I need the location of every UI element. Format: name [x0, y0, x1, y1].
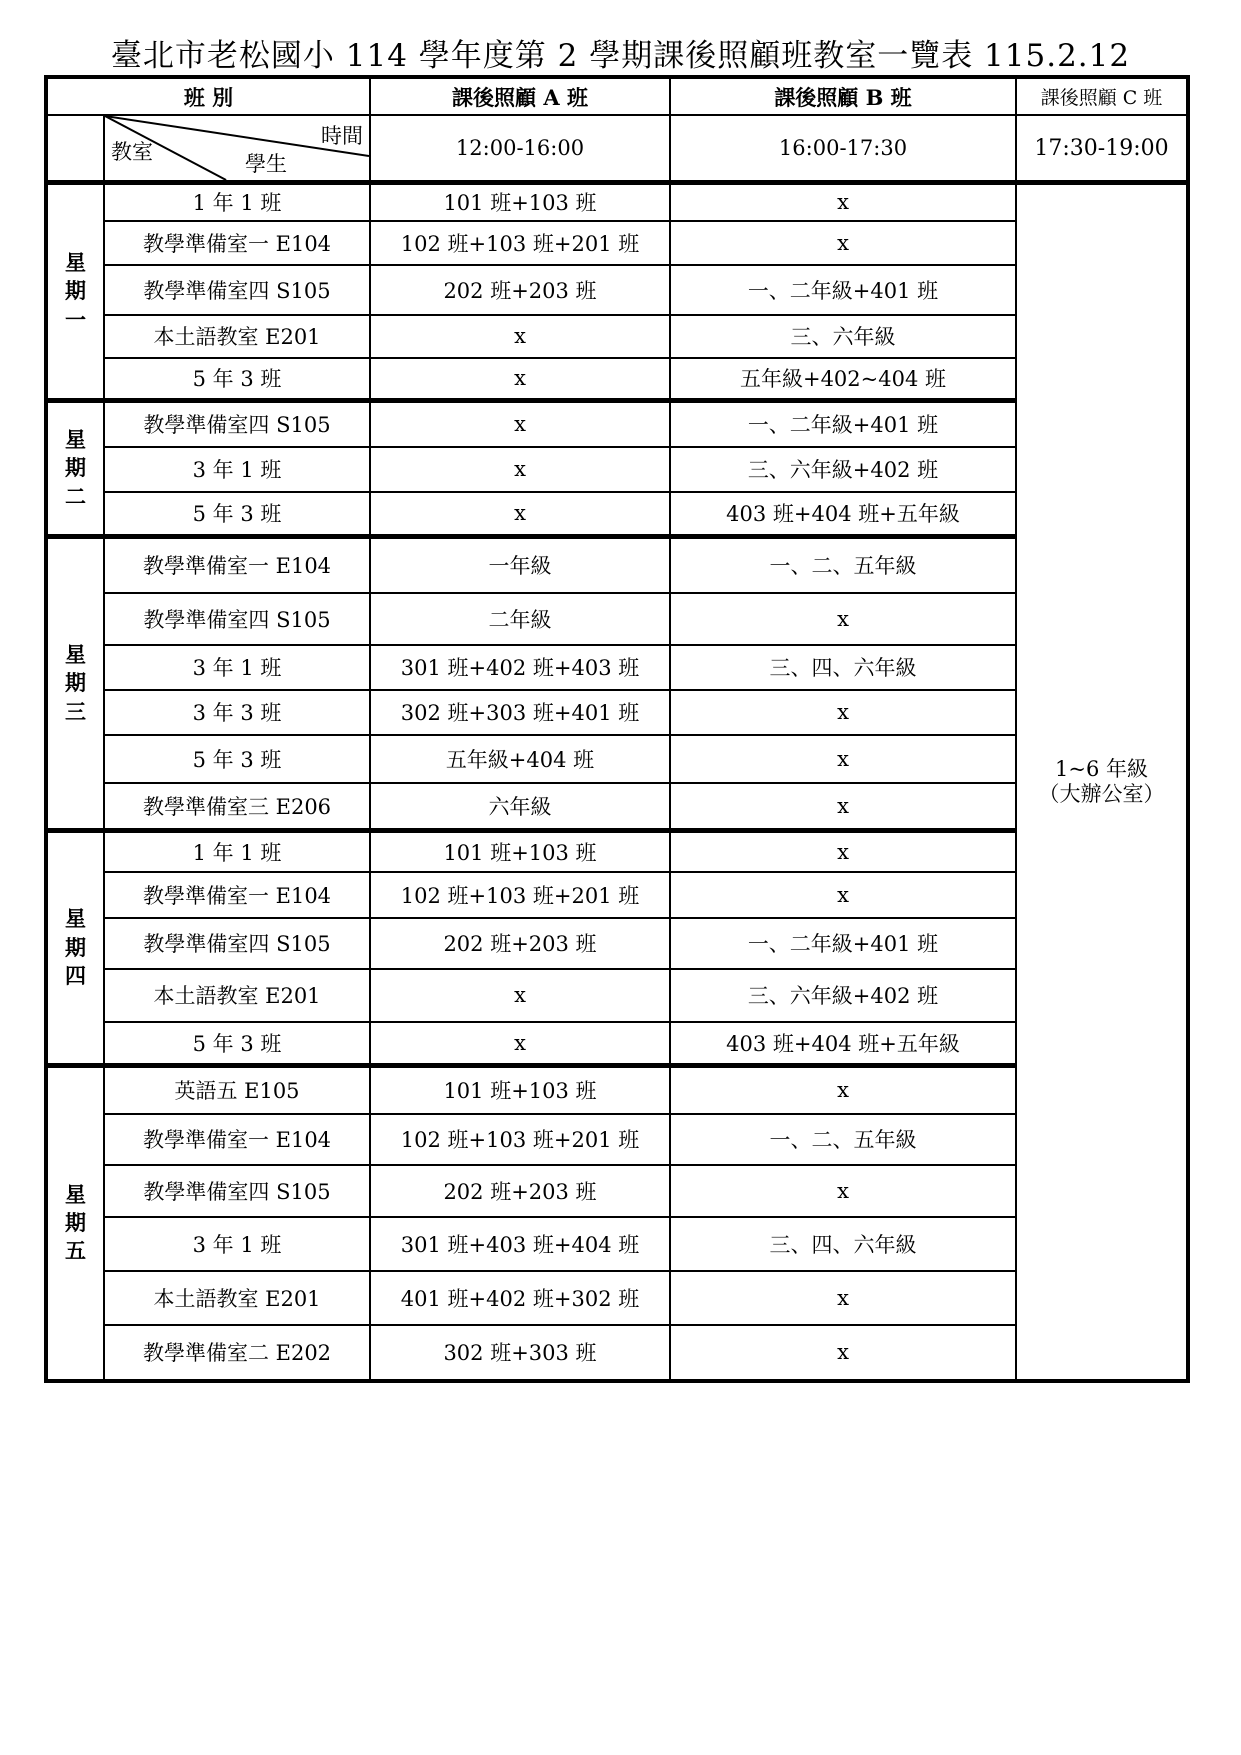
class-a-cell: 102 班+103 班+201 班: [370, 1114, 670, 1165]
class-b-cell: 一、二年級+401 班: [670, 918, 1016, 969]
col-b-header: 課後照顧 B 班: [670, 77, 1016, 115]
class-a-cell: x: [370, 492, 670, 537]
diagonal-header-cell: [104, 115, 370, 183]
class-a-cell: 202 班+203 班: [370, 918, 670, 969]
room-cell: 教學準備室四 S105: [104, 593, 370, 645]
col-c-header: 課後照顧 C 班: [1016, 77, 1188, 115]
room-cell: 3 年 1 班: [104, 1217, 370, 1271]
day-label: [46, 831, 104, 1066]
room-cell: 教學準備室二 E202: [104, 1325, 370, 1381]
class-b-cell: x: [670, 690, 1016, 735]
day-label-text: 星期一: [65, 249, 86, 332]
page-title: 臺北市老松國小 114 學年度第 2 學期課後照顧班教室一覽表 115.2.12: [110, 38, 1131, 74]
class-b-cell: 三、六年級: [670, 315, 1016, 358]
room-cell: 教學準備室四 S105: [104, 401, 370, 447]
day-label-text: 星期四: [65, 906, 86, 989]
class-b-cell: x: [670, 1271, 1016, 1325]
room-cell: 教學準備室四 S105: [104, 265, 370, 315]
class-b-cell: x: [670, 735, 1016, 783]
day-label: [46, 183, 104, 401]
class-a-cell: 302 班+303 班: [370, 1325, 670, 1381]
class-c-grades: 1~6 年級: [1055, 756, 1148, 781]
class-a-cell: x: [370, 969, 670, 1022]
room-cell: 教學準備室一 E104: [104, 1114, 370, 1165]
header-row: [46, 77, 1188, 115]
room-cell: 1 年 1 班: [104, 831, 370, 872]
room-cell: 5 年 3 班: [104, 735, 370, 783]
class-a-cell: x: [370, 1022, 670, 1066]
room-cell: 教學準備室一 E104: [104, 537, 370, 593]
room-cell: 本土語教室 E201: [104, 969, 370, 1022]
class-b-cell: 403 班+404 班+五年級: [670, 1022, 1016, 1066]
room-cell: 教學準備室四 S105: [104, 1165, 370, 1217]
schedule-table: [44, 75, 1190, 1383]
class-b-cell: x: [670, 221, 1016, 265]
class-b-cell: x: [670, 872, 1016, 918]
class-a-cell: 101 班+103 班: [370, 183, 670, 221]
room-cell: 教學準備室一 E104: [104, 872, 370, 918]
class-a-cell: 二年級: [370, 593, 670, 645]
class-a-cell: x: [370, 401, 670, 447]
room-cell: 英語五 E105: [104, 1066, 370, 1114]
class-a-cell: x: [370, 358, 670, 401]
class-b-cell: x: [670, 1066, 1016, 1114]
class-a-cell: 301 班+402 班+403 班: [370, 645, 670, 690]
room-cell: 教學準備室三 E206: [104, 783, 370, 831]
class-a-cell: x: [370, 447, 670, 492]
class-c-cell: [1016, 183, 1188, 1381]
col-a-header: 課後照顧 A 班: [370, 77, 670, 115]
class-b-cell: x: [670, 831, 1016, 872]
time-row: [46, 115, 1188, 183]
class-b-cell: 三、四、六年級: [670, 1217, 1016, 1271]
class-type-header: 班 別: [46, 77, 370, 115]
time-a: 12:00-16:00: [370, 115, 670, 183]
class-a-cell: 401 班+402 班+302 班: [370, 1271, 670, 1325]
day-label-text: 星期三: [65, 641, 86, 724]
day-label: [46, 401, 104, 537]
day-label-text: 星期二: [65, 426, 86, 509]
room-cell: 3 年 1 班: [104, 447, 370, 492]
class-a-cell: 202 班+203 班: [370, 265, 670, 315]
room-cell: 3 年 1 班: [104, 645, 370, 690]
diag-room-label: 教室: [111, 140, 153, 164]
diag-time-label: 時間: [321, 124, 363, 148]
room-cell: 本土語教室 E201: [104, 1271, 370, 1325]
class-b-cell: 一、二、五年級: [670, 537, 1016, 593]
room-cell: 1 年 1 班: [104, 183, 370, 221]
room-cell: 教學準備室一 E104: [104, 221, 370, 265]
class-b-cell: x: [670, 1325, 1016, 1381]
class-b-cell: 三、六年級+402 班: [670, 969, 1016, 1022]
blank-corner: [46, 115, 104, 183]
class-a-cell: 五年級+404 班: [370, 735, 670, 783]
class-b-cell: 403 班+404 班+五年級: [670, 492, 1016, 537]
room-cell: 教學準備室四 S105: [104, 918, 370, 969]
class-a-cell: 202 班+203 班: [370, 1165, 670, 1217]
class-a-cell: 101 班+103 班: [370, 1066, 670, 1114]
class-c-location: （大辦公室）: [1038, 781, 1165, 806]
room-cell: 本土語教室 E201: [104, 315, 370, 358]
room-cell: 3 年 3 班: [104, 690, 370, 735]
class-a-cell: 102 班+103 班+201 班: [370, 221, 670, 265]
class-a-cell: 302 班+303 班+401 班: [370, 690, 670, 735]
class-b-cell: 五年級+402~404 班: [670, 358, 1016, 401]
class-a-cell: 102 班+103 班+201 班: [370, 872, 670, 918]
class-a-cell: x: [370, 315, 670, 358]
day-label-text: 星期五: [65, 1181, 86, 1264]
class-a-cell: 一年級: [370, 537, 670, 593]
table-row: [46, 183, 1188, 221]
diag-student-label: 學生: [245, 152, 287, 176]
class-a-cell: 101 班+103 班: [370, 831, 670, 872]
class-b-cell: x: [670, 183, 1016, 221]
class-a-cell: 301 班+403 班+404 班: [370, 1217, 670, 1271]
class-a-cell: 六年級: [370, 783, 670, 831]
class-b-cell: 一、二年級+401 班: [670, 265, 1016, 315]
day-label: [46, 537, 104, 831]
class-b-cell: x: [670, 593, 1016, 645]
class-b-cell: 一、二、五年級: [670, 1114, 1016, 1165]
room-cell: 5 年 3 班: [104, 1022, 370, 1066]
class-b-cell: 一、二年級+401 班: [670, 401, 1016, 447]
class-b-cell: x: [670, 783, 1016, 831]
class-b-cell: 三、四、六年級: [670, 645, 1016, 690]
day-label: [46, 1066, 104, 1381]
room-cell: 5 年 3 班: [104, 492, 370, 537]
class-b-cell: x: [670, 1165, 1016, 1217]
room-cell: 5 年 3 班: [104, 358, 370, 401]
time-c: 17:30-19:00: [1016, 115, 1188, 183]
time-b: 16:00-17:30: [670, 115, 1016, 183]
class-b-cell: 三、六年級+402 班: [670, 447, 1016, 492]
